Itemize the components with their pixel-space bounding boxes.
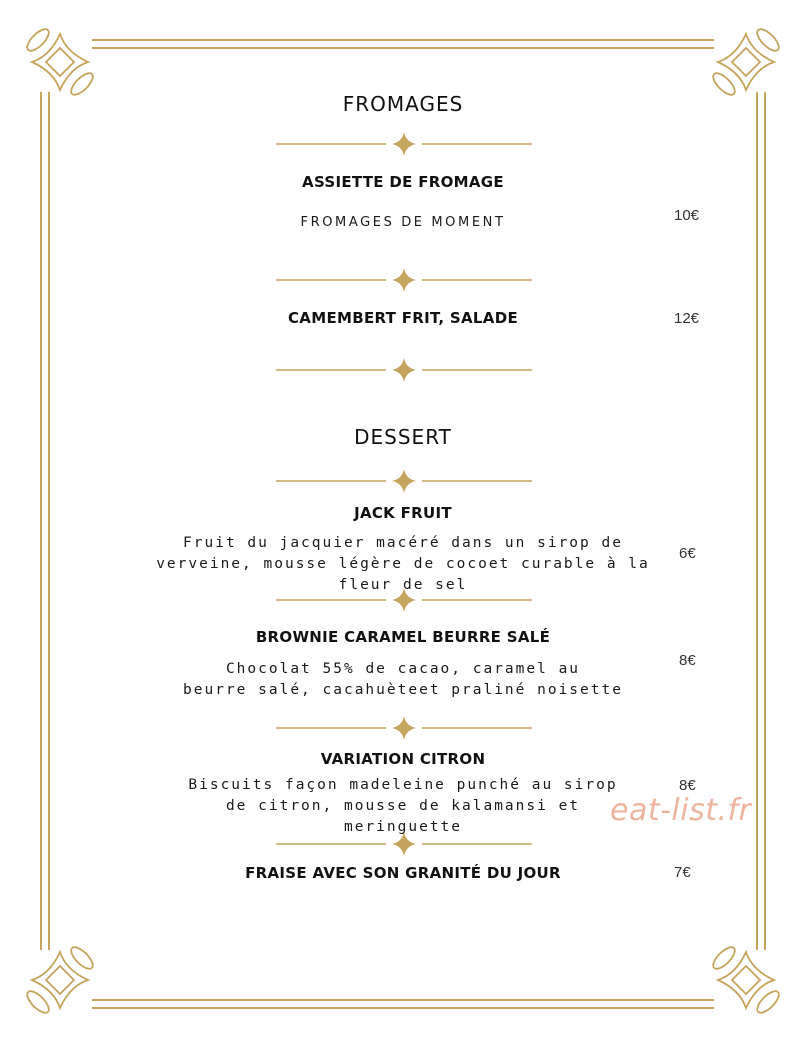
section-title-dessert: DESSERT xyxy=(354,425,452,449)
menu-item-price: 10€ xyxy=(674,207,700,224)
menu-item-description xyxy=(0,533,806,596)
description-line: beurre salé, cacahuèteet praliné noisette xyxy=(183,682,623,698)
description-line: Fruit du jacquier macéré dans un sirop de xyxy=(183,535,623,551)
menu-item-name: VARIATION CITRON xyxy=(320,750,486,768)
description-line: de citron, mousse de kalamansi et xyxy=(225,798,581,814)
four-point-star-icon xyxy=(276,469,532,493)
menu-item-name: ASSIETTE DE FROMAGE xyxy=(302,173,504,191)
description-line: fleur de sel xyxy=(338,577,468,593)
menu-item-description: FROMAGES DE MOMENT xyxy=(300,215,506,230)
section-title-fromages: FROMAGES xyxy=(342,92,464,116)
description-line: Chocolat 55% de cacao, caramel au xyxy=(225,661,581,677)
menu-item-price: 6€ xyxy=(679,545,696,562)
menu-item-name: CAMEMBERT FRIT, SALADE xyxy=(288,309,518,327)
menu-item-price: 7€ xyxy=(674,864,691,881)
menu-item-name: FRAISE AVEC SON GRANITÉ DU JOUR xyxy=(245,864,561,882)
menu-item-name: JACK FRUIT xyxy=(354,504,452,522)
description-line: meringuette xyxy=(343,819,463,835)
four-point-star-icon xyxy=(276,132,532,156)
four-point-star-icon xyxy=(276,716,532,740)
menu-item-price: 8€ xyxy=(679,652,696,669)
four-point-star-icon xyxy=(276,358,532,382)
description-line: verveine, mousse légère de cocoet curable à la xyxy=(156,556,650,572)
watermark: eat-list.fr xyxy=(610,793,752,828)
menu-item-price: 12€ xyxy=(674,310,700,327)
menu-item-name: BROWNIE CARAMEL BEURRE SALÉ xyxy=(255,628,551,646)
menu-item-price: 8€ xyxy=(679,777,696,794)
four-point-star-icon xyxy=(276,268,532,292)
description-line: Biscuits façon madeleine punché au sirop xyxy=(188,777,618,793)
